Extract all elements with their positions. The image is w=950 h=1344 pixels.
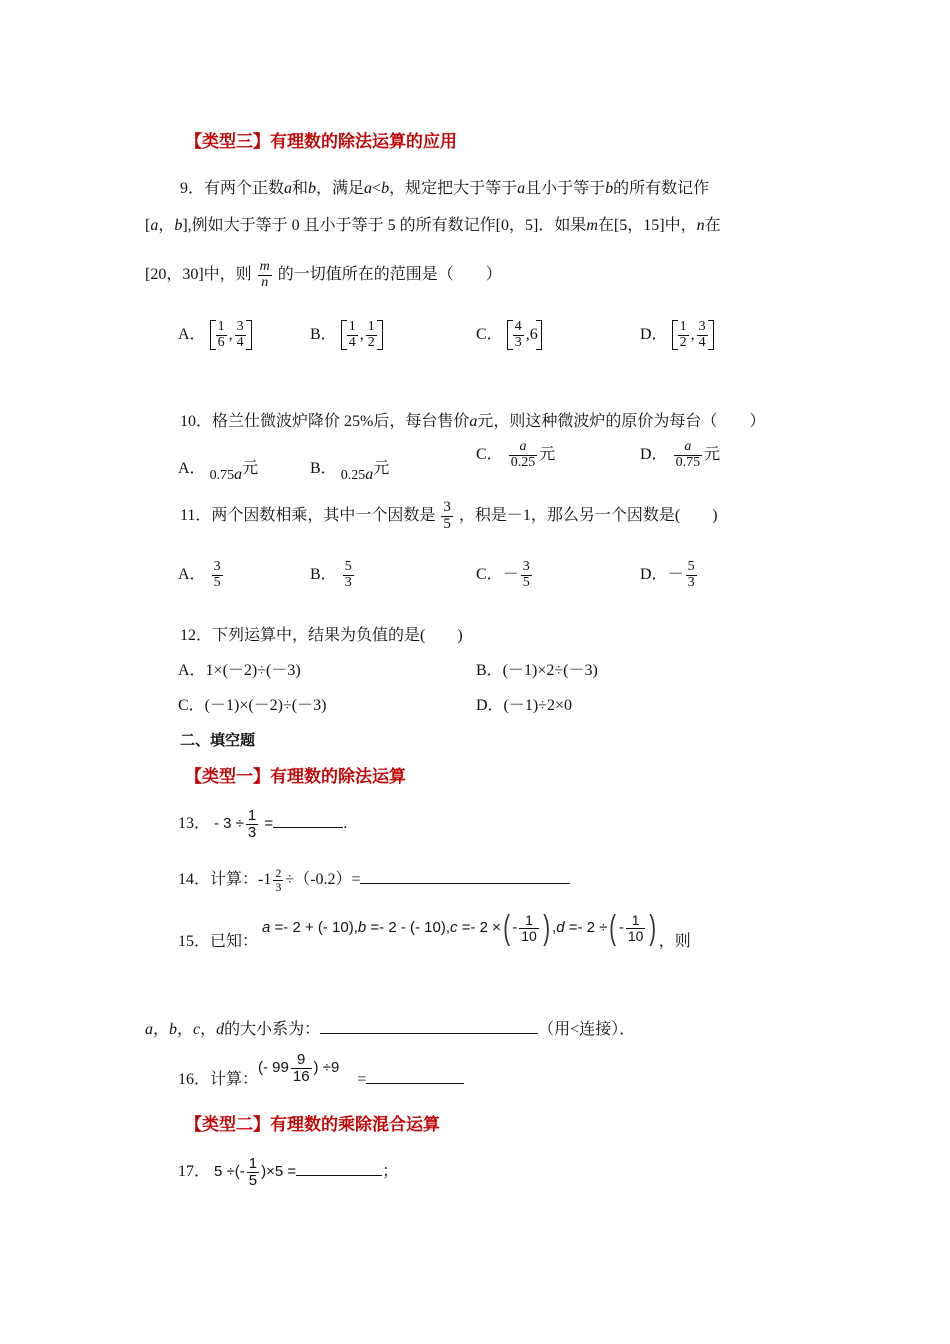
fraction-den: 10 xyxy=(627,927,644,944)
unit-yuan: 元 xyxy=(373,460,390,477)
fraction xyxy=(521,560,532,590)
section-heading-type1: 【类型一】有理数的除法运算 xyxy=(185,767,406,787)
q13-expr: = xyxy=(260,814,274,832)
q9-text: 且小于等于 xyxy=(525,180,606,197)
q15-expression xyxy=(262,909,659,947)
q10-var-a: a xyxy=(469,413,478,430)
minus-sign: － xyxy=(667,565,684,583)
q11-text: 11．两个因数相乘，其中一个因数是 xyxy=(180,506,436,524)
question-10 xyxy=(180,408,765,431)
q9-var-a: a xyxy=(364,180,373,197)
fraction-den: 3 xyxy=(275,879,282,894)
paren-close: ) xyxy=(649,909,657,947)
q9-var-n: n xyxy=(696,217,705,234)
interval-bracket xyxy=(672,320,714,350)
option-coef: 0.75 xyxy=(209,468,235,483)
q9-text: [ xyxy=(145,217,151,234)
comma: , xyxy=(525,325,530,343)
fraction-den: 16 xyxy=(292,1067,310,1085)
q9-text: [20，30]中，则 xyxy=(145,265,252,283)
q12-option-d[interactable]: D．(－1)÷2×0 xyxy=(476,697,573,714)
var-a: a xyxy=(234,466,243,483)
q12-option-a[interactable]: A．1×(－2)÷(－3) xyxy=(178,662,301,679)
fraction xyxy=(212,560,223,590)
comma: , xyxy=(228,325,233,343)
q9-var-b: b xyxy=(174,217,183,234)
var-a: a xyxy=(684,439,692,454)
interval-bracket xyxy=(341,320,383,350)
unit-yuan: 元 xyxy=(539,445,556,463)
fraction xyxy=(247,1156,259,1189)
q11-text: ，积是－1，那么另一个因数是( ) xyxy=(458,506,718,524)
question-11 xyxy=(180,500,718,533)
q13-expr: - 3 ÷ xyxy=(214,814,244,832)
fraction-num: 1 xyxy=(679,319,687,334)
var-b: b xyxy=(357,918,367,936)
paren-open: ( xyxy=(503,909,510,947)
fraction xyxy=(626,913,646,943)
fraction xyxy=(519,913,539,943)
comma: , xyxy=(690,325,695,343)
answer-blank[interactable] xyxy=(296,1161,382,1176)
fraction-den: 5 xyxy=(213,574,221,590)
fraction-num: 3 xyxy=(698,319,706,334)
fraction xyxy=(343,560,354,590)
unit-yuan: 元 xyxy=(704,445,721,463)
question-9-line3 xyxy=(145,260,502,290)
answer-blank[interactable] xyxy=(320,1019,538,1034)
sep: ， xyxy=(177,1021,194,1038)
q15-expr: =- 2 ÷ xyxy=(564,918,608,936)
q9-text: 和 xyxy=(292,180,309,197)
q9-var-a: a xyxy=(150,217,159,234)
q9-text: 的所有数记作 xyxy=(613,180,710,197)
option-label: B． xyxy=(310,460,337,477)
comma: , xyxy=(552,918,557,936)
q15-expr: =- 2 × xyxy=(457,918,501,936)
q10-option-c[interactable] xyxy=(476,440,555,470)
var-c: c xyxy=(450,918,458,936)
q9-var-n: n xyxy=(261,274,269,290)
fraction-num: 4 xyxy=(514,319,522,334)
q9-var-a: a xyxy=(517,180,526,197)
q9-text: < xyxy=(372,180,382,197)
fraction-3-5 xyxy=(441,500,453,533)
fraction-num: 1 xyxy=(519,913,539,929)
q16-expr: ) ÷9 xyxy=(313,1058,340,1076)
sep: ， xyxy=(153,1021,170,1038)
fraction-den: 3 xyxy=(344,574,352,590)
interval-bracket xyxy=(507,320,542,350)
fraction-den: 0.75 xyxy=(675,454,701,470)
minus: - xyxy=(512,918,518,936)
q9-text: ，满足 xyxy=(316,180,365,197)
q15-expr: =- 2 + (- 10), xyxy=(270,918,358,936)
fraction-den: 6 xyxy=(217,334,225,350)
q9-option-c[interactable] xyxy=(476,320,542,350)
var-b: b xyxy=(169,1021,178,1038)
fraction xyxy=(291,1052,312,1085)
fraction-den: 2 xyxy=(679,334,687,350)
fraction-den: 3 xyxy=(247,823,257,841)
answer-blank[interactable] xyxy=(273,813,343,828)
q9-var-b: b xyxy=(605,180,614,197)
q9-var-a: a xyxy=(284,180,293,197)
fraction-num: 3 xyxy=(522,559,530,574)
q13-label: 13． xyxy=(178,814,211,832)
fraction-den: 3 xyxy=(514,334,522,350)
fraction-den: 5 xyxy=(443,515,451,532)
q15-expr: =- 2 - (- 10), xyxy=(366,918,451,936)
q9-text: ， xyxy=(158,217,175,234)
fraction-den: 5 xyxy=(248,1171,258,1189)
fraction xyxy=(273,867,283,893)
q9-var-b: b xyxy=(308,180,317,197)
var-d: d xyxy=(216,1021,225,1038)
fraction-den: 4 xyxy=(348,334,356,350)
option-label: A． xyxy=(178,565,206,583)
fraction xyxy=(686,560,697,590)
q16-eq: = xyxy=(357,1070,367,1088)
q9-text: 在[5，15]中， xyxy=(597,217,697,234)
fraction-den: 5 xyxy=(522,574,530,590)
var-c: c xyxy=(193,1021,201,1038)
paren-open: ( xyxy=(609,909,617,947)
q15-text: 的大小系为： xyxy=(224,1021,321,1038)
comma: , xyxy=(359,325,364,343)
option-label: B． xyxy=(310,565,337,583)
fraction-num: 3 xyxy=(443,499,451,515)
fraction-num: 1 xyxy=(247,807,257,824)
q11-option-a[interactable] xyxy=(178,560,225,590)
fraction-num: 2 xyxy=(275,866,282,881)
part2-heading: 二、填空题 xyxy=(180,731,256,749)
var-a: a xyxy=(365,466,374,483)
q17-end: ； xyxy=(382,1162,399,1180)
q9-var-m: m xyxy=(259,259,270,274)
paren-close: ) xyxy=(543,909,550,947)
fraction-num: 1 xyxy=(348,319,356,334)
fraction-num: 3 xyxy=(213,559,221,574)
fraction-den: 4 xyxy=(236,334,244,350)
q9-text: ],例如大于等于 0 且小于等于 5 的所有数记作[0，5]．如果 xyxy=(182,217,587,234)
answer-blank[interactable] xyxy=(360,869,570,884)
fraction-num: 5 xyxy=(687,559,695,574)
q9-text: 的一切值所在的范围是（ ） xyxy=(277,265,502,283)
fraction-den: 0.25 xyxy=(510,454,536,470)
fraction-den: 10 xyxy=(521,927,537,944)
option-coef: 0.25 xyxy=(340,468,366,483)
q10-option-b[interactable] xyxy=(310,455,390,483)
option-label: B． xyxy=(310,325,337,343)
q12-option-c[interactable]: C．(－1)×(－2)÷(－3) xyxy=(178,697,327,714)
q17-label: 17． xyxy=(178,1162,211,1180)
fraction xyxy=(246,808,258,841)
fraction-num: 1 xyxy=(217,319,225,334)
q17-expr: )×5 = xyxy=(261,1162,297,1180)
option-label: C． xyxy=(476,565,503,583)
var-a: a xyxy=(519,439,527,454)
var-a: a xyxy=(145,1021,153,1038)
q16-expr: (- 99 xyxy=(258,1058,289,1076)
fraction-m-over-n xyxy=(258,260,272,290)
q9-option-b[interactable] xyxy=(310,320,383,350)
fraction-num: 5 xyxy=(344,559,352,574)
question-17 xyxy=(178,1156,398,1189)
answer-blank[interactable] xyxy=(366,1069,464,1084)
q11-option-b[interactable] xyxy=(310,560,356,590)
minus: - xyxy=(618,918,624,936)
var-d: d xyxy=(556,918,565,936)
fraction-num: 3 xyxy=(236,319,244,334)
section-heading-type3: 【类型三】有理数的除法运算的应用 xyxy=(185,132,457,152)
q11-option-c[interactable] xyxy=(476,560,534,590)
fraction-num: 1 xyxy=(626,913,646,929)
option-label: A． xyxy=(178,460,206,477)
question-15-line1 xyxy=(178,909,691,959)
fraction-den: 3 xyxy=(687,574,695,590)
q14-expr: ÷（-0.2）= xyxy=(285,871,361,888)
fraction-num: 9 xyxy=(291,1052,312,1069)
question-12: 12．下列运算中，结果为负值的是( ) xyxy=(180,627,463,644)
unit-yuan: 元 xyxy=(242,460,259,477)
fraction-den: 4 xyxy=(698,334,706,350)
sep: ， xyxy=(200,1021,217,1038)
fraction xyxy=(509,440,538,470)
q9-option-a[interactable] xyxy=(178,320,252,350)
q10-text: 10．格兰仕微波炉降价 25%后，每台售价 xyxy=(180,413,470,430)
section-heading-type2: 【类型二】有理数的乘除混合运算 xyxy=(185,1115,440,1135)
option-label: C． xyxy=(476,445,503,463)
question-15-line2 xyxy=(145,1016,635,1039)
q15-label: 15．已知： xyxy=(178,932,259,950)
question-14 xyxy=(178,866,570,893)
question-13 xyxy=(178,808,347,841)
q13-end: . xyxy=(343,814,348,832)
q17-expr: 5 ÷(- xyxy=(214,1162,245,1180)
q15-text: ，则 xyxy=(658,932,691,950)
option-label: D． xyxy=(640,325,668,343)
q9-var-m: m xyxy=(586,217,598,234)
q12-option-b[interactable]: B．(－1)×2÷(－3) xyxy=(476,662,598,679)
q16-label: 16．计算： xyxy=(178,1070,259,1088)
q9-text: ，规定把大于等于 xyxy=(389,180,518,197)
q10-option-d[interactable] xyxy=(640,440,720,470)
question-16 xyxy=(178,1051,464,1088)
q14-label: 14．计算：-1 xyxy=(178,871,272,888)
minus-sign: － xyxy=(502,565,519,583)
var-a: a xyxy=(262,918,271,936)
q10-text: 元，则这种微波炉的原价为每台（ ） xyxy=(477,413,766,430)
q15-text: （用<连接）． xyxy=(538,1021,636,1038)
q9-text: 在 xyxy=(704,217,721,234)
option-label: A． xyxy=(178,325,206,343)
interval-value: 6 xyxy=(529,325,538,343)
q11-option-d[interactable] xyxy=(640,560,699,590)
question-9-line1 xyxy=(180,175,709,198)
option-label: D． xyxy=(640,445,668,463)
fraction-den: 2 xyxy=(367,334,375,350)
q9-text: 9．有两个正数 xyxy=(180,180,285,197)
q10-option-a[interactable] xyxy=(178,455,259,483)
q9-var-b: b xyxy=(381,180,390,197)
fraction-num: 1 xyxy=(367,319,375,334)
interval-bracket xyxy=(210,320,252,350)
q9-option-d[interactable] xyxy=(640,320,714,350)
option-label: C． xyxy=(476,325,503,343)
option-label: D． xyxy=(640,565,668,583)
fraction xyxy=(674,440,703,470)
fraction-num: 1 xyxy=(248,1155,258,1172)
question-9-line2 xyxy=(145,212,721,235)
